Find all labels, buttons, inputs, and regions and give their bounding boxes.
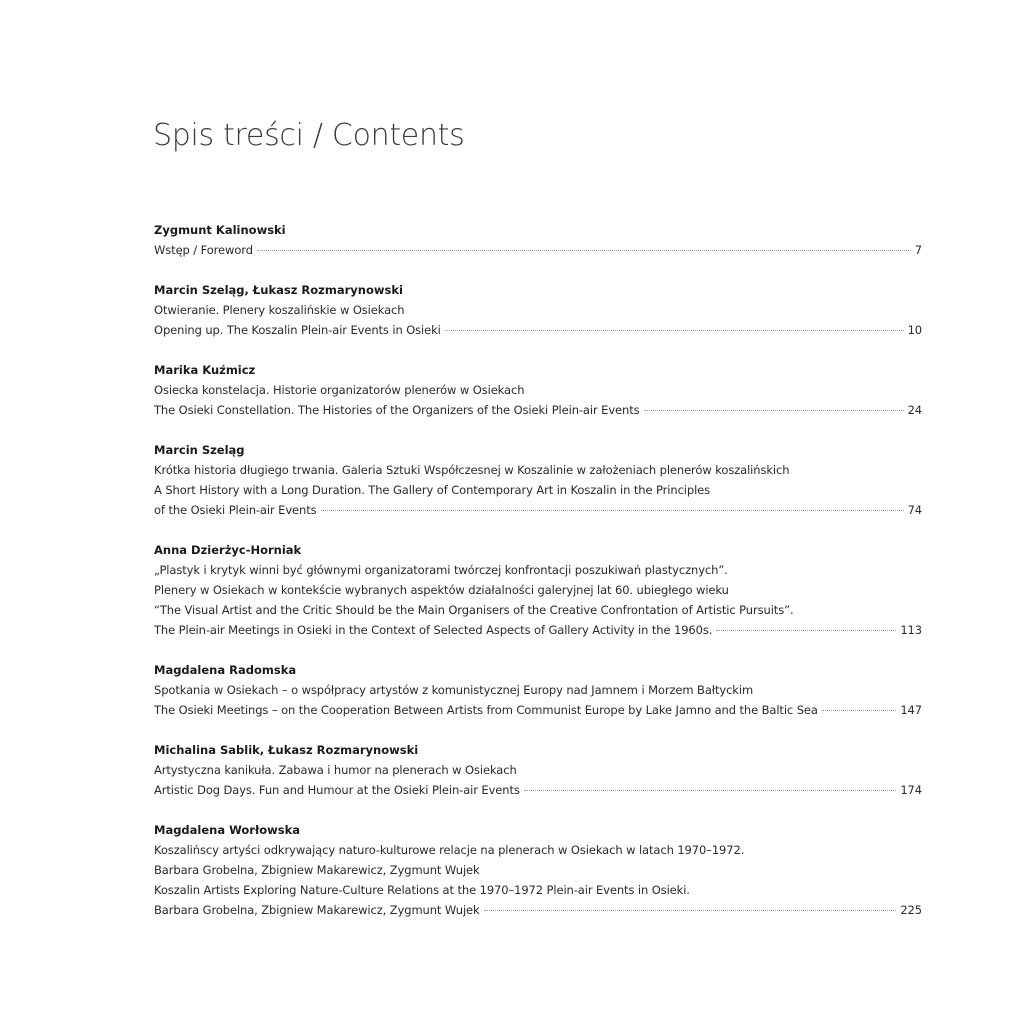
entry-title-line: Barbara Grobelna, Zbigniew Makarewicz, Zygmunt Wujek <box>154 903 480 917</box>
entry-title-line: Otwieranie. Plenery koszalińskie w Osiekach <box>154 303 405 317</box>
dot-leader <box>716 630 896 631</box>
dot-leader <box>524 790 897 791</box>
page-number: 10 <box>907 323 922 337</box>
entry-author: Marika Kuźmicz <box>154 363 256 377</box>
dot-leader <box>445 330 904 331</box>
entry-author: Magdalena Worłowska <box>154 823 301 837</box>
page-number: 7 <box>914 243 922 257</box>
entry-title-last-line[interactable] <box>154 780 922 800</box>
entry-title-line: Artystyczna kanikuła. Zabawa i humor na plenerach w Osiekach <box>154 763 517 777</box>
toc-entry <box>154 540 922 640</box>
entry-author: Marcin Szeląg, Łukasz Rozmarynowski <box>154 283 403 297</box>
entry-author: Marcin Szeląg <box>154 443 245 457</box>
entry-title-line: The Osieki Meetings – on the Cooperation Between Artists from Communist Europe by Lake Jamno and the Baltic Sea <box>154 703 818 717</box>
entry-title-line: Wstęp / Foreword <box>154 243 253 257</box>
dot-leader <box>822 710 897 711</box>
page-number: 113 <box>900 623 922 637</box>
entry-title-line: A Short History with a Long Duration. The Gallery of Contemporary Art in Koszalin in the Principles <box>154 483 711 497</box>
dot-leader <box>257 250 911 251</box>
page-title: Spis treści / Contents <box>153 118 465 153</box>
toc-entry <box>154 280 922 340</box>
entry-title-line: Artistic Dog Days. Fun and Humour at the Osieki Plein-air Events <box>154 783 520 797</box>
page-number: 24 <box>907 403 922 417</box>
entry-title-last-line[interactable] <box>154 240 922 260</box>
page-number: 225 <box>900 903 922 917</box>
entry-title-last-line[interactable] <box>154 620 922 640</box>
page-number: 147 <box>900 703 922 717</box>
entry-title-line: Opening up. The Koszalin Plein-air Events in Osieki <box>154 323 441 337</box>
entry-title-last-line[interactable] <box>154 320 922 340</box>
toc-entry <box>154 660 922 720</box>
entry-title-line: Osiecka konstelacja. Historie organizatorów plenerów w Osiekach <box>154 383 525 397</box>
toc-entry <box>154 820 922 920</box>
entry-title-line: Krótka historia długiego trwania. Galeria Sztuki Współczesnej w Koszalinie w założeniach plenerów koszalińskich <box>154 463 790 477</box>
entry-title-line: Plenery w Osiekach w kontekście wybranych aspektów działalności galeryjnej lat 60. ubiegłego wieku <box>154 583 729 597</box>
toc-entry <box>154 220 922 260</box>
entry-title-last-line[interactable] <box>154 400 922 420</box>
page-number: 174 <box>900 783 922 797</box>
dot-leader <box>644 410 904 411</box>
toc-entry <box>154 440 922 520</box>
entry-title-line: Barbara Grobelna, Zbigniew Makarewicz, Zygmunt Wujek <box>154 863 480 877</box>
entry-author: Zygmunt Kalinowski <box>154 223 286 237</box>
entry-title-last-line[interactable] <box>154 700 922 720</box>
page-number: 74 <box>907 503 922 517</box>
entry-title-last-line[interactable] <box>154 900 922 920</box>
entry-title-line: Koszalińscy artyści odkrywający naturo-kulturowe relacje na plenerach w Osiekach w latach 1970–1972. <box>154 843 745 857</box>
toc-entry <box>154 740 922 800</box>
dot-leader <box>321 510 904 511</box>
entry-title-line: The Osieki Constellation. The Histories of the Organizers of the Osieki Plein-air Events <box>154 403 640 417</box>
entry-author: Anna Dzierżyc-Horniak <box>154 543 302 557</box>
dot-leader <box>484 910 897 911</box>
entry-title-line: The Plein-air Meetings in Osieki in the Context of Selected Aspects of Gallery Activity in the 1960s. <box>154 623 713 637</box>
entry-title-line: Koszalin Artists Exploring Nature-Culture Relations at the 1970–1972 Plein-air Events in Osieki. <box>154 883 690 897</box>
table-of-contents <box>154 220 922 920</box>
entry-title-line: Spotkania w Osiekach – o współpracy artystów z komunistycznej Europy nad Jamnem i Morzem Bałtyckim <box>154 683 754 697</box>
entry-title-line: “The Visual Artist and the Critic Should be the Main Organisers of the Creative Confrontation of Artistic Pursuits”. <box>154 603 794 617</box>
entry-author: Magdalena Radomska <box>154 663 297 677</box>
entry-title-line: of the Osieki Plein-air Events <box>154 503 317 517</box>
entry-author: Michalina Sablik, Łukasz Rozmarynowski <box>154 743 419 757</box>
entry-title-line: „Plastyk i krytyk winni być głównymi organizatorami twórczej konfrontacji poszukiwań plastycznych”. <box>154 563 728 577</box>
toc-entry <box>154 360 922 420</box>
entry-title-last-line[interactable] <box>154 500 922 520</box>
